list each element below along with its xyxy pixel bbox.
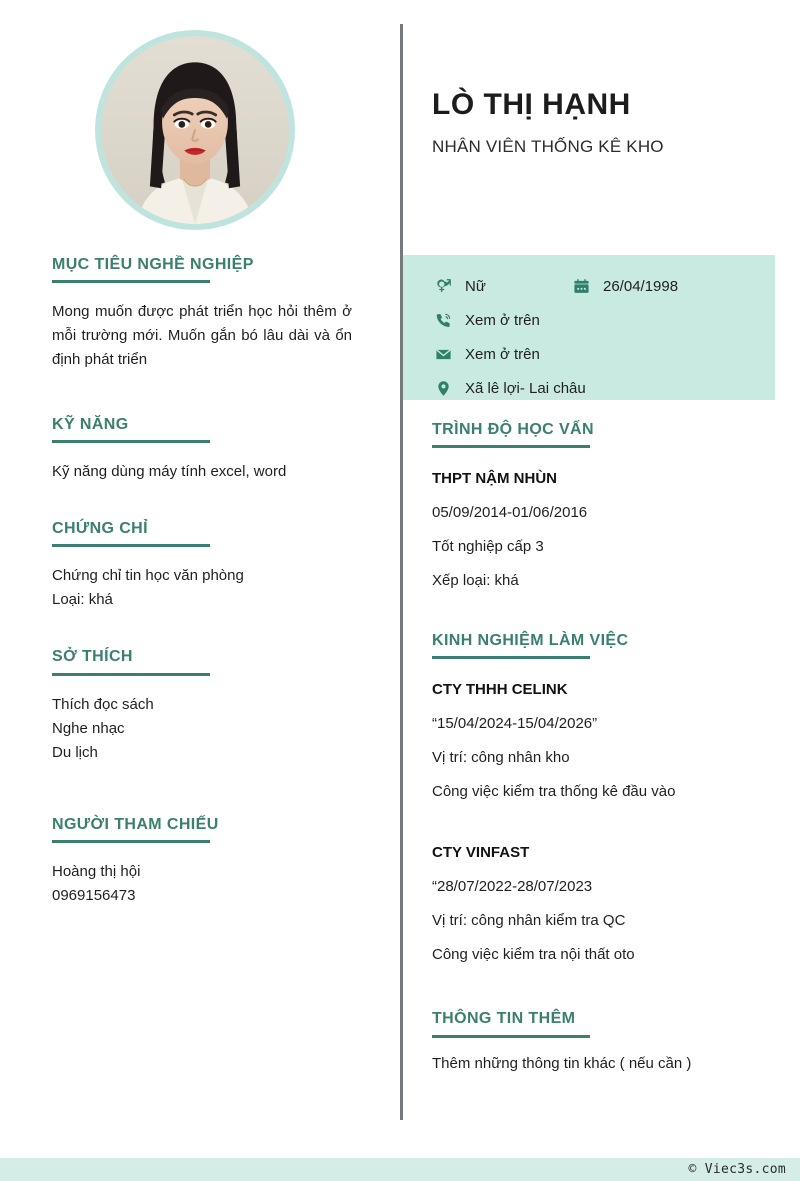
envelope-icon: [432, 344, 454, 364]
experience-entry: [432, 844, 782, 963]
experience-position: Vị trí: công nhân kho: [432, 749, 570, 767]
location-pin-icon: [432, 378, 454, 398]
section-heading-hobbies: SỞ THÍCH: [52, 648, 133, 666]
contact-row: [432, 269, 762, 303]
profile-photo: [95, 30, 295, 230]
section-heading-experience: KINH NGHIỆM LÀM VIỆC: [432, 632, 629, 650]
section-rule: [432, 1035, 590, 1038]
section-heading-additional: THÔNG TIN THÊM: [432, 1010, 576, 1028]
experience-description: Công việc kiểm tra nội thất oto: [432, 946, 635, 964]
experience-period: “15/04/2024-15/04/2026”: [432, 715, 598, 733]
list-item: Chứng chỉ tin học văn phòng: [52, 566, 244, 584]
phone-icon: [432, 310, 454, 330]
experience-position: Vị trí: công nhân kiểm tra QC: [432, 912, 626, 930]
contact-birthdate: [570, 276, 678, 296]
contact-gender-value: Nữ: [465, 277, 486, 295]
section-skills: [52, 415, 352, 483]
list-item: Loại: khá: [52, 591, 113, 609]
contact-band: [403, 255, 775, 400]
portrait-illustration: [101, 36, 289, 224]
contact-birthdate-value: 26/04/1998: [603, 277, 679, 295]
contact-phone: [432, 310, 540, 330]
references-lines: [52, 860, 352, 909]
certificates-lines: [52, 564, 352, 613]
section-rule: [52, 544, 210, 547]
section-rule: [52, 440, 210, 443]
experience-entry: [432, 681, 782, 800]
section-references: [52, 815, 352, 909]
contact-address-value: Xã lê lợi- Lai châu: [465, 379, 586, 397]
section-rule: [52, 840, 210, 843]
section-additional-info: [432, 1009, 782, 1071]
section-experience: [432, 631, 782, 963]
skills-text: Kỹ năng dùng máy tính excel, word: [52, 463, 287, 481]
contact-phone-value: Xem ở trên: [465, 311, 540, 329]
section-heading-certificates: CHỨNG CHỈ: [52, 519, 148, 537]
left-sections: [52, 255, 352, 908]
list-item: Hoàng thị hội: [52, 862, 141, 880]
contact-grid: [432, 269, 762, 405]
section-heading-objective: MỤC TIÊU NGHỀ NGHIỆP: [52, 256, 254, 273]
section-objective: [52, 255, 352, 371]
section-hobbies: [52, 647, 352, 765]
gender-icon: [432, 276, 454, 296]
contact-email-value: Xem ở trên: [465, 345, 540, 363]
experience-company: CTY THHH CELINK: [432, 681, 568, 699]
contact-row: [432, 303, 762, 337]
contact-row: [432, 337, 762, 371]
footer-copyright: © Viec3s.com: [688, 1162, 786, 1177]
education-grade: Xếp loại: khá: [432, 572, 519, 590]
list-item: Thích đọc sách: [52, 695, 154, 713]
contact-email: [432, 344, 540, 364]
calendar-icon: [570, 276, 592, 296]
experience-period: “28/07/2022-28/07/2023: [432, 878, 593, 896]
section-rule: [432, 656, 590, 659]
profile-photo-image: [101, 36, 289, 224]
section-certificates: [52, 519, 352, 613]
list-item: 0969156473: [52, 887, 136, 905]
footer-bar: [0, 1158, 800, 1181]
contact-address: [432, 378, 586, 398]
contact-gender: [432, 276, 570, 296]
right-column: [403, 0, 800, 1181]
objective-text: Mong muốn được phát triển học hỏi thêm ở mỗi trường mới. Muốn gắn bó lâu dài và ổn định phát triển: [52, 303, 352, 368]
education-school: THPT NẬM NHÙN: [432, 470, 557, 488]
section-rule: [52, 280, 210, 283]
section-heading-references: NGƯỜI THAM CHIẾU: [52, 815, 219, 833]
section-heading-education: TRÌNH ĐỘ HỌC VẤN: [432, 421, 594, 438]
name-block: [432, 88, 782, 157]
job-title: NHÂN VIÊN THỐNG KÊ KHO: [432, 137, 664, 156]
list-item: Du lịch: [52, 744, 98, 762]
hobbies-lines: [52, 693, 352, 766]
section-education: [432, 420, 782, 589]
list-item: Nghe nhạc: [52, 719, 125, 737]
section-rule: [52, 673, 210, 676]
page-title: LÒ THỊ HẠNH: [432, 88, 631, 121]
additional-text: Thêm những thông tin khác ( nếu cần ): [432, 1054, 692, 1072]
experience-company: CTY VINFAST: [432, 844, 530, 862]
section-rule: [432, 445, 590, 448]
education-degree: Tốt nghiệp cấp 3: [432, 538, 544, 556]
section-heading-skills: KỸ NĂNG: [52, 416, 129, 434]
education-period: 05/09/2014-01/06/2016: [432, 504, 588, 522]
experience-description: Công việc kiểm tra thống kê đầu vào: [432, 783, 676, 801]
contact-row: [432, 371, 762, 405]
right-sections: [432, 420, 782, 1072]
